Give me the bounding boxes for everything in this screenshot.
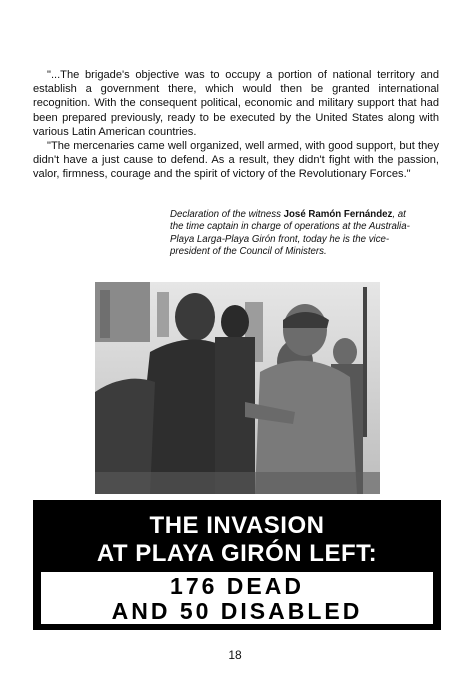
page-number: 18 <box>228 648 242 662</box>
quote-attribution <box>170 209 420 259</box>
casualty-stats-box <box>41 572 433 624</box>
attribution-suffix: , at the time captain in charge of operations at the Australia-Playa Larga-Playa Girón front, today he is the vice-president of the Council of Ministers. <box>170 209 410 258</box>
headline-banner <box>33 500 441 630</box>
witness-name: José Ramón Fernández <box>283 209 393 220</box>
attribution-prefix: Declaration of the witness <box>170 209 284 220</box>
casualty-dead-line: 176 DEAD <box>170 573 304 599</box>
witness-quote <box>33 68 439 182</box>
headline-line-1: THE INVASION <box>149 512 325 539</box>
headline-line-2: AT PLAYA GIRÓN LEFT: <box>96 540 378 567</box>
historical-photo <box>95 282 380 494</box>
quote-paragraph-2: "The mercenaries came well organized, well armed, with good support, but they didn't have a just cause to defend. As a result, they didn't fight with the passion, valor, firmness, courage and the spirit of victory of the Revolutionary Forces." <box>33 140 439 181</box>
quote-paragraph-1: "...The brigade's objective was to occupy a portion of national territory and establish a government there, which would then be granted international recognition. With the consequent political, economic and military support that had been prepared previously, ready to be executed by the United States along with various Latin American countries. <box>33 69 439 138</box>
casualty-disabled-line: AND 50 DISABLED <box>111 598 363 624</box>
